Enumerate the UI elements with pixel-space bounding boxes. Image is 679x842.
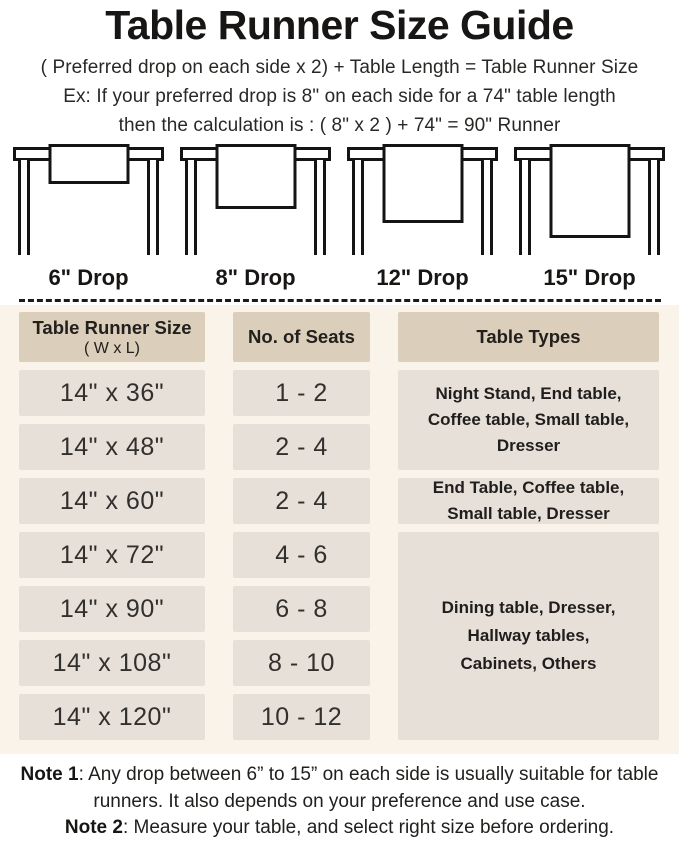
column-header-seats: No. of Seats [233,312,370,362]
note-2-label: Note 2 [64,817,123,838]
table-types-cell-large-tables: Dining table, Dresser, Hallway tables, Cabinets, Others [398,532,659,740]
drop-illustration-8in [180,144,331,291]
seats-cell: 1 - 2 [233,370,370,416]
table-with-runner-drawing [347,144,498,257]
note-2 [15,815,665,842]
table-leg-right [147,160,159,255]
runner-shape [549,144,630,238]
dashed-divider [19,299,661,302]
table-leg-left [519,160,531,255]
example-line-1: Ex: If your preferred drop is 8" on each side for a 74" table length [63,86,616,107]
drop-illustration-12in [347,144,498,291]
seats-cell: 2 - 4 [233,424,370,470]
seats-cell: 4 - 6 [233,532,370,578]
page-title: Table Runner Size Guide [105,2,574,48]
runner-size-cell: 14" x 72" [19,532,205,578]
seats-cell: 8 - 10 [233,640,370,686]
formula-line: ( Preferred drop on each side x 2) + Table Length = Table Runner Size [40,57,639,78]
drop-label: 8" Drop [215,265,296,290]
table-with-runner-drawing [13,144,164,257]
runner-size-cell: 14" x 108" [19,640,205,686]
drop-label: 6" Drop [48,265,129,290]
column-header-runner-size-title: Table Runner Size [32,316,192,338]
table-types-cell-small-tables: Night Stand, End table, Coffee table, Small table, Dresser [398,370,659,470]
runner-size-cell: 14" x 90" [19,586,205,632]
seats-cell: 2 - 4 [233,478,370,524]
drop-illustration-6in [13,144,164,291]
table-leg-left [352,160,364,255]
table-types-cell-medium-tables: End Table, Coffee table, Small table, Dresser [398,478,659,524]
runner-shape [48,144,129,184]
runner-shape [215,144,296,209]
drop-illustrations [0,140,679,291]
drop-label: 12" Drop [376,265,469,290]
runner-size-cell: 14" x 36" [19,370,205,416]
note-2-text: : Measure your table, and select right size before ordering. [122,817,615,838]
drop-illustration-15in [514,144,665,291]
column-header-table-types: Table Types [398,312,659,362]
example-line-2: then the calculation is : ( 8" x 2 ) + 74" = 90" Runner [118,115,561,136]
table-leg-right [648,160,660,255]
table-with-runner-drawing [514,144,665,257]
table-leg-right [481,160,493,255]
note-1-text: : Any drop between 6” to 15” on each side is usually suitable for table runners. It also depends on your preference and use case. [78,764,659,812]
table-with-runner-drawing [180,144,331,257]
runner-size-cell: 14" x 120" [19,694,205,740]
runner-size-cell: 14" x 48" [19,424,205,470]
column-header-runner-size [19,312,205,362]
size-guide-table [0,305,679,754]
header [0,0,679,140]
notes [0,754,679,842]
column-header-runner-size-subtitle: ( W x L) [84,339,140,357]
note-1-label: Note 1 [20,764,79,785]
seats-cell: 6 - 8 [233,586,370,632]
runner-size-cell: 14" x 60" [19,478,205,524]
drop-label: 15" Drop [543,265,636,290]
table-leg-right [314,160,326,255]
note-1 [15,762,665,815]
runner-shape [382,144,463,223]
table-leg-left [18,160,30,255]
seats-cell: 10 - 12 [233,694,370,740]
table-leg-left [185,160,197,255]
